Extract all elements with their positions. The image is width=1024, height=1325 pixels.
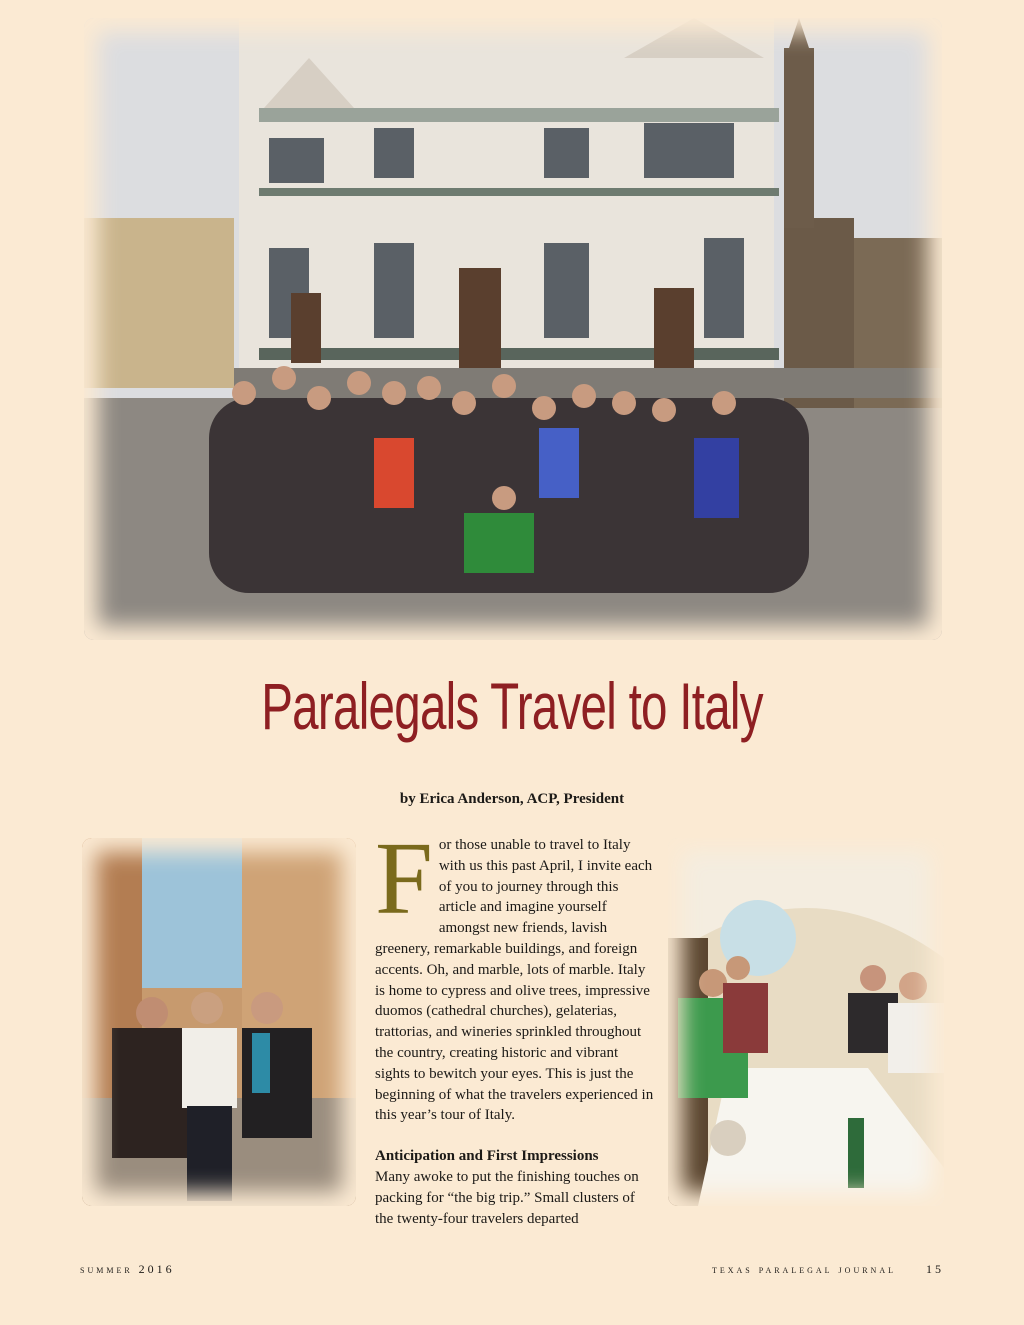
section-heading: Anticipation and First Impressions	[375, 1148, 599, 1165]
hero-group-photo	[84, 18, 942, 640]
dinner-table-image	[668, 838, 944, 1206]
drop-cap: F	[375, 821, 433, 936]
footer-journal-page	[712, 1262, 944, 1277]
article-title: Paralegals Travel to Italy	[261, 669, 763, 743]
byline: by Erica Anderson, ACP, President	[399, 791, 625, 807]
body-paragraph: Many awoke to put the finishing touches on packing for “the big trip.” Small clusters of the twenty-four travelers departed	[375, 1168, 639, 1227]
footer-journal-name: texas paralegal journal	[711, 1262, 896, 1276]
cathedral-group-image	[84, 18, 942, 640]
page-number: 15	[926, 1262, 944, 1276]
restaurant-photo	[668, 838, 944, 1206]
footer-issue: summer 2016	[80, 1262, 175, 1276]
article-body	[375, 821, 655, 1229]
intro-paragraph: or those unable to travel to Italy with us this past April, I invite each of you to journey through this article and imagine yourself amongst new friends, lavish greenery, remarkable buildings, and foreign accents. Oh, and marble, lots of marble. Italy is home to cypress and olive trees, impressive duomos (cathedral churches), gelaterias, trattorias, and wineries sprinkled throughout the country, creating historic and vibrant sights to bewitch your eyes. This is just the beginning of what the travelers experienced in this year’s tour of Italy.	[375, 837, 654, 1124]
street-photo	[82, 838, 356, 1206]
street-trio-image	[82, 838, 356, 1206]
